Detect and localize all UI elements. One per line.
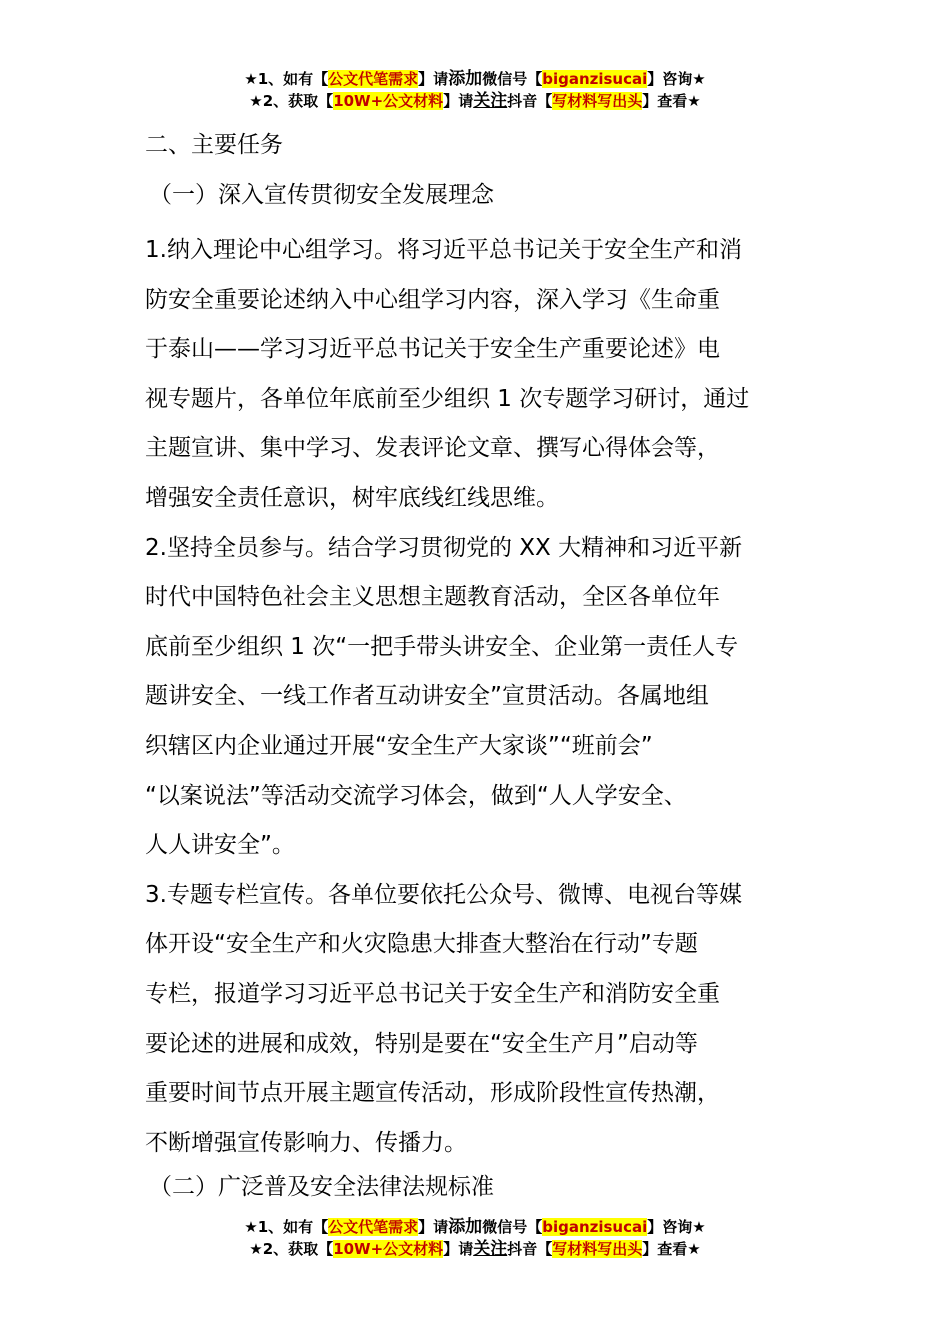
subsection-title: （二）广泛普及安全法律法规标准 <box>149 1174 494 1201</box>
text-line: 视专题片，各单位年底前至少组织 1 次专题学习研讨，通过 <box>145 385 750 412</box>
document-body <box>145 126 813 1218</box>
text-line: 体开设“安全生产和火灾隐患大排查大整治在行动”专题 <box>145 931 698 958</box>
text-line: “以案说法”等活动交流学习体会，做到“人人学安全、 <box>145 782 687 809</box>
text-line: 主题宣讲、集中学习、发表评论文章、撰写心得体会等， <box>145 435 720 462</box>
text-line: 专栏，报道学习习近平总书记关于安全生产和消防安全重 <box>145 980 720 1007</box>
banner-line-2: ★2、获取【10W+公文材料】请关注抖音【写材料写出头】查看★ <box>249 1239 701 1259</box>
text-line: 重要时间节点开展主题宣传活动，形成阶段性宣传热潮， <box>145 1080 720 1107</box>
text-line: 底前至少组织 1 次“一把手带头讲安全、企业第一责任人专 <box>145 633 739 660</box>
header-banner <box>0 68 950 112</box>
highlight-douyin: 写材料写出头 <box>552 92 643 110</box>
paragraph-1 <box>145 226 813 524</box>
text-line: 增强安全责任意识，树牢底线红线思维。 <box>145 484 559 511</box>
highlight-service: 公文代笔需求 <box>328 70 419 88</box>
paragraph-3 <box>145 871 813 1169</box>
text-line: 题讲安全、一线工作者互动讲安全”宣贯活动。各属地组 <box>145 683 709 710</box>
text-line: 不断增强宣传影响力、传播力。 <box>145 1129 467 1156</box>
highlight-service: 公文代笔需求 <box>328 1218 419 1236</box>
text-line: 人人讲安全”。 <box>145 832 295 859</box>
text-line: 织辖区内企业通过开展“安全生产大家谈”“班前会” <box>145 732 653 759</box>
highlight-wechat-id: biganzisucai <box>542 1218 648 1236</box>
highlight-douyin: 写材料写出头 <box>552 1240 643 1258</box>
text-line: 时代中国特色社会主义思想主题教育活动，全区各单位年 <box>145 584 720 611</box>
text-line: 防安全重要论述纳入中心组学习内容，深入学习《生命重 <box>145 286 720 313</box>
subsection-title: （一）深入宣传贯彻安全发展理念 <box>149 182 494 208</box>
text-line: 2.坚持全员参与。结合学习贯彻党的 XX 大精神和习近平新 <box>145 534 743 561</box>
highlight-materials: 10W+公文材料 <box>333 92 444 110</box>
footer-banner <box>0 1216 950 1260</box>
banner-line-1: ★1、如有【公文代笔需求】请添加微信号【biganzisucai】咨询★ <box>244 1217 706 1237</box>
text-line: 3.专题专栏宣传。各单位要依托公众号、微博、电视台等媒 <box>145 881 742 908</box>
text-line: 要论述的进展和成效，特别是要在“安全生产月”启动等 <box>145 1030 698 1057</box>
highlight-materials: 10W+公文材料 <box>333 1240 444 1258</box>
text-line: 1.纳入理论中心组学习。将习近平总书记关于安全生产和消 <box>145 237 742 263</box>
highlight-wechat-id: biganzisucai <box>542 70 648 88</box>
paragraph-2 <box>145 524 813 871</box>
text-line: 于泰山——学习习近平总书记关于安全生产重要论述》电 <box>145 336 720 363</box>
banner-line-1: ★1、如有【公文代笔需求】请添加微信号【biganzisucai】咨询★ <box>244 69 706 89</box>
banner-line-2: ★2、获取【10W+公文材料】请关注抖音【写材料写出头】查看★ <box>249 91 701 111</box>
section-title: 二、主要任务 <box>145 132 283 158</box>
